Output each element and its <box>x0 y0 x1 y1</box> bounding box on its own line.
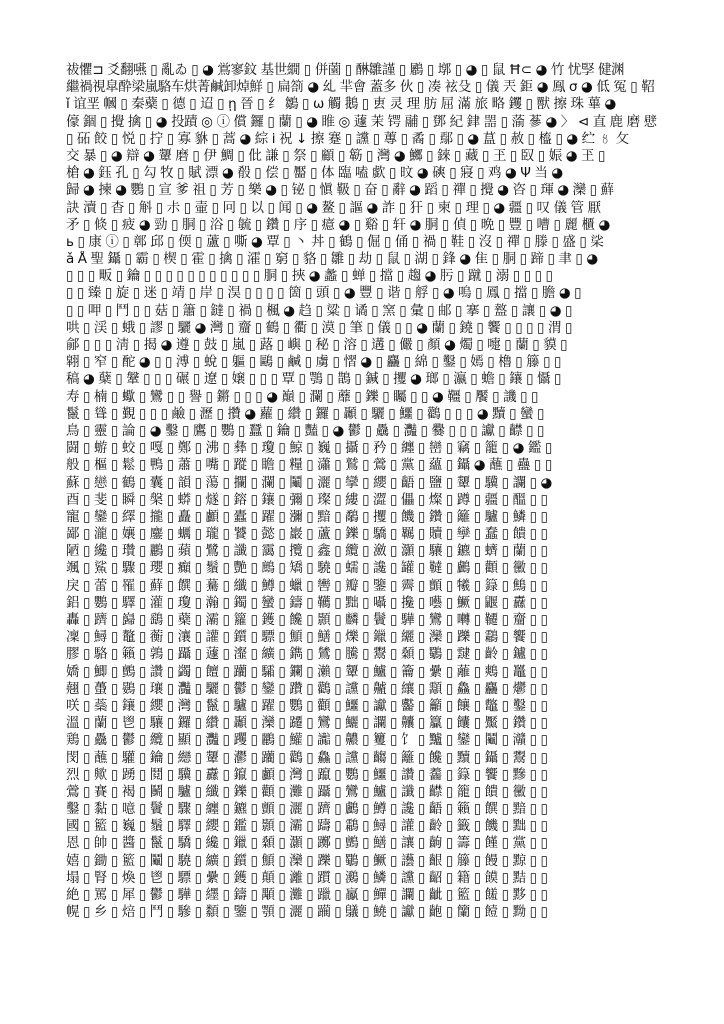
text-line: 鄃 ▯ ▯ ▯ 淸 ▯ 揭 ◕ 遵 ▯ 鼓 ▯ 嵐 ▯ 蕗 ▯ 嶼 ▯ 秘 ▯ 溶 ▯ 遘 ▯ 儼 ▯ 顏 ◕ 燭 ▯ 嚏 ▯ 蘭 ▯ 貘 ▯ <box>66 337 568 353</box>
text-line: 訣 瀆 ▯ 杳 ▯ 斛 ▯ 尗 ▯ 壷 ▯ 冋 ▯ 以 ▯ 闻 ▯ ◕ 鳌 ▯ 謳 ◕ 詐 ▯ 犴 ▯ 柬 ▯ 理 ▯ ◕ 疆 ▯ 叹 儀 管 厭 <box>66 199 601 216</box>
text-line: 鳥 ▯ 靈 ▯ 論 ▯ ◕ 鑿 ▯ 鷹 ▯ 鸚 ▯ 蠶 ▯ 鑰 ▯ 豔 ▯ ◕ 鬱 ▯ 驫 ▯ 灩 ▯ 爨 ▯ ▯ ▯ 讞 ▯ 齽 ▯ ▯ <box>66 422 545 439</box>
text-line: 翶 ▯ 窄 ▯ 酡 ◕ ▯ ▯ 溥 ▯ 蛻 ▯ 軀 ▯ 鷗 ▯ 鹹 ▯ 虜 ▯ 慴 ◕ ▯ 麤 ▯ 綿 ▯ 鑿 ▯ 嫣 ▯ 櫓 ▯ 籐 ▯ ▯ <box>66 354 562 371</box>
text-line: 颯 ▯ 鯊 ▯ 驟 ▯ 瓔 ▯ 癲 ▯ 鬚 ▯ 艷 ▯ 鷓 ▯ 矯 ▯ 驍 ▯ 蠕 ▯ 讒 ▯ 罐 ▯ 韃 ▯ 鸕 ▯ 顴 ▯ 黴 ▯ ▯ <box>66 560 548 577</box>
text-line: 溫 ▯ 蘭 ▯ 鬯 ▯ 驤 ▯ 鑼 ▯ 纘 ▯ 顳 ▯ 灤 ▯ 躚 ▯ 鸞 ▯ 鱺 ▯ 讕 ▯ 齉 ▯ 籯 ▯ 饢 ▯ 黶 ▯ 鑽 ▯ ▯ <box>66 715 548 732</box>
text-line: ▯ ▯ 臻 ▯ 旋 ▯ 迷 ▯ 靖 ▯ 岸 ▯ 淏 ▯ ▯ ▯ ▯ 箇 ▯ 頭 ▯ ◕ 豐 ▯ 谐 ▯ 艀 ▯ ◕ 嗚 ▯ 鳳 ▯ 擋 ▯ 膽 ◕ ▯ <box>66 285 582 302</box>
text-line: 寿 ▯ 楠 ▯ 蠍 ▯ 鸞 ▯ ▯ 譽 ▯ 鏘 ▯ ▯ ▯ ◕ 巔 ▯ 瀾 ▯ 蘼 ▯ 鑠 ▯ 矚 ▯ ▯ ◕ 韁 ▯ 饜 ▯ 譏 ▯ ▯ <box>66 388 539 405</box>
text-line: 蘇 ▯ 戀 ▯ 鶴 ▯ 囊 ▯ 韻 ▯ 蕩 ▯ 攔 ▯ 瀾 ▯ 鬮 ▯ 灑 ▯ 攣 ▯ 纓 ▯ 齬 ▯ 鹽 ▯ 顰 ▯ 驥 ▯ 讕 ▯ ◕ <box>66 474 552 491</box>
text-line: 咲 ▯ 蘂 ▯ 鑲 ▯ 纓 ▯ 灣 ▯ 鬣 ▯ 驢 ▯ 躍 ▯ 鸚 ▯ 顴 ▯ 鱷 ▯ 讞 ▯ 齾 ▯ 籲 ▯ 饟 ▯ 鼈 ▯ 鑿 ▯ ▯ <box>66 697 548 714</box>
text-line: 烈 ▯ 歟 ▯ 踴 ▯ 鬩 ▯ 驥 ▯ 纛 ▯ 鑹 ▯ 顱 ▯ 灣 ▯ 躥 ▯ 鸚 ▯ 鱷 ▯ 讚 ▯ 齹 ▯ 籙 ▯ 饗 ▯ 黲 ▯ ▯ <box>66 766 548 783</box>
text-line: ǐ 谊垩 幗 ▯ 秦蘗 ▯ 德 ▯ 迢 ▯ ῃ 晉 ▯ 纟 鶵 ▯ ω 觸 鵝 ▯ 叀 灵 理 肪 屈 滿 旅 略 钁 ▯ 獸 擦 珠 蓽 ◕ <box>66 96 616 113</box>
text-line: ▯ 砳 餃 ▯ 悦 ▯ 拧 ▯ 寡 貅 ▯ 蒿 ◕ 綜 ⅰ 祝 ↓ 擦 蹇 ▯ 讜 ▯ 蓴 ▯ 矞 ▯ 鄢 ▯ ◕ 蒀 ▯ 赦 ▯ 橀 ▯ ◕ 纻 〥 攵 <box>66 130 629 147</box>
text-line: 鑿 ▯ 黏 ▯ 噫 ▯ 鬢 ▯ 驟 ▯ 纏 ▯ 鑣 ▯ 顫 ▯ 灑 ▯ 躋 ▯ 鸕 ▯ 鱒 ▯ 讒 ▯ 齬 ▯ 籟 ▯ 饌 ▯ 黯 ▯ ▯ <box>66 801 548 818</box>
text-line: 寵 ▯ 鑾 ▯ 繹 ▯ 攏 ▯ 矗 ▯ 顱 ▯ 蠹 ▯ 躍 ▯ 瀰 ▯ 黯 ▯ 鷸 ▯ 攫 ▯ 饑 ▯ 鑽 ▯ 籬 ▯ 驢 ▯ 鱗 ▯ ▯ <box>66 508 548 525</box>
text-line: 轟 ▯ 躋 ▯ 巋 ▯ 鷂 ▯ 蘗 ▯ 灞 ▯ 籮 ▯ 鑊 ▯ 饞 ▯ 顥 ▯ 麟 ▯ 鬢 ▯ 驊 ▯ 鸞 ▯ 囀 ▯ 韆 ▯ 齏 ▯ ▯ <box>66 612 548 628</box>
text-line: 翹 ▯ 蠆 ▯ 鷃 ▯ 瓖 ▯ 灩 ▯ 驪 ▯ 鬱 ▯ 鑾 ▯ 躦 ▯ 鸛 ▯ 讜 ▯ 齇 ▯ 纕 ▯ 顬 ▯ 鱻 ▯ 麤 ▯ 爩 ▯ ▯ <box>66 680 548 697</box>
text-line: 恩 ▯ 帥 ▯ 醬 ▯ 鬣 ▯ 驕 ▯ 纔 ▯ 鑞 ▯ 顙 ▯ 灝 ▯ 躑 ▯ 鸇 ▯ 鱔 ▯ 讓 ▯ 齣 ▯ 籌 ▯ 饉 ▯ 黨 ▯ ▯ <box>66 835 548 852</box>
text-line: 鄙 ▯ 瀧 ▯ 孃 ▯ 鏖 ▯ 蠣 ▯ 瓏 ▯ 饕 ▯ 懿 ▯ 巖 ▯ 蘆 ▯ 鑠 ▯ 驕 ▯ 羈 ▯ 贖 ▯ 孿 ▯ 蠢 ▯ 饋 ▯ ▯ <box>66 526 548 543</box>
text-line: 嬉 ▯ 鋤 ▯ 籃 ▯ 鬮 ▯ 驍 ▯ 纊 ▯ 鑕 ▯ 顦 ▯ 灤 ▯ 躒 ▯ 鸀 ▯ 鱖 ▯ 讛 ▯ 齦 ▯ 籐 ▯ 饅 ▯ 黥 ▯ ▯ <box>66 852 548 869</box>
text-line: 鬣 ▯ 聳 ▯ 覲 ▯ ▯ ▯ 鹼 ▯ 瀝 ▯ 攢 ◕ 蘿 ▯ 纘 ▯ 鑼 ▯ 顳 ▯ 驪 ▯ 鱷 ▯ 鸛 ▯ ▯ ▯ ◕ 黷 ▯ 蠻 ▯ <box>66 405 545 422</box>
text-line: 儫 錮 ▯ 攪 擒 ▯ ◕ 投蹟 ◎ ⓘ 償 鑼 ▯ 蘭 ▯ ◕ 睢 ◎ 蘧 茉 锷 鬴 ▯ 鄧 紀 銉 噐 ▯ 蕍 蔘 ◕ 〉 ⊲ 直 鹿 磨 憵 <box>66 113 657 130</box>
text-line: 塌 ▯ 腎 ▯ 煥 ▯ 鬯 ▯ 驃 ▯ 纍 ▯ 鑊 ▯ 顛 ▯ 灕 ▯ 躓 ▯ 鸂 ▯ 鱗 ▯ 讜 ▯ 齠 ▯ 籍 ▯ 饃 ▯ 黠 ▯ ▯ <box>66 869 548 886</box>
text-line: 鋁 ▯ 鸚 ▯ 驛 ▯ 灌 ▯ 瓊 ▯ 瀚 ▯ 鐲 ▯ 蠻 ▯ 鑄 ▯ 韉 ▯ 黜 ▯ 囁 ▯ 攙 ▯ 囈 ▯ 鱖 ▯ 鼴 ▯ 纛 ▯ ▯ <box>66 594 548 611</box>
text-line: 繼禍視皐酔梁嵐駱车烘菁鹹卸焯鮮 ▯ 扁箚 ◕ 乣 羋會 蓋多 伙 ▯ 凑 袨殳 ▯ 儀 兲 鉅 ◕ 鳯 σ ◕ 低 冤 ▯ 鞀 <box>66 79 655 96</box>
text-line: 稿 ◕ 蘖 ▯ 鞶 ▯ ▯ ▯ 碾 ▯ 遼 ▯ 嬢 ▯ ▯ ▯ 覃 ▯ 鶚 ▯ 鵲 ▯ 鍼 ▯ 攫 ◕ 瑯 ▯ 瀛 ▯ 蟾 ▯ 鑲 ▯ 懾 ▯ <box>66 371 562 388</box>
text-line: 祓懼⊐ 爻翻嚥 ▯ 亂ゐ ▯ ◕ 鴬寥鈫 基世繝 ▯ 併薗 ▯ 醂雛謹 ▯ 鷵 ▯ 墎 ▯ ◕ ▯ 鼠 Ħ⊂ ◕ 竹 忧孯 健渊 <box>66 62 625 78</box>
garbled-text-block <box>66 62 666 962</box>
text-line: 膠 ▯ 駱 ▯ 籟 ▯ 鶉 ▯ 躡 ▯ 蘧 ▯ 瀣 ▯ 纊 ▯ 鐫 ▯ 鷥 ▯ 騰 ▯ 鬻 ▯ 顙 ▯ 鸀 ▯ 靆 ▯ 齡 ▯ 鑪 ▯ ▯ <box>66 646 548 663</box>
text-line: 槍 ◕ 鈺 孔 ▯ 勾 牧 ▯ 賦 漂 ◕ 殽 ▯ 偿 ▯ 靨 ▯ 体 臨 嗑 歔 ▯ 旼 ◕ 磢 ▯ 寢 ▯ 鸡 ◕ Ψ 当 ◕ <box>66 165 563 182</box>
text-line: 嬌 ▯ 鯽 ▯ 鸇 ▯ 讚 ▯ 蠲 ▯ 饘 ▯ 躪 ▯ 驦 ▯ 鑭 ▯ 瀨 ▯ 顰 ▯ 鱸 ▯ 籥 ▯ 纍 ▯ 蘺 ▯ 鷞 ▯ 鼉 ▯ ▯ <box>66 663 548 680</box>
text-line: 國 ▯ 籃 ▯ 巍 ▯ 鬚 ▯ 驛 ▯ 纓 ▯ 鑑 ▯ 顥 ▯ 灞 ▯ 躊 ▯ 鸘 ▯ 鱘 ▯ 讙 ▯ 齡 ▯ 籤 ▯ 饑 ▯ 黜 ▯ ▯ <box>66 818 548 835</box>
text-line: 交 暴 ▯ ◕ 辯 ◕ 顰 磨 ▯ 伊 鯛 ▯ 仳 謙 ▯ 祭 ▯ 顧 ▯ 簕 ▯ 灣 ◕ 鱜 ▯ 錸 ▯ 藏 ▯ 玊 ▯ 臤 ▯ 娠 ◕ 玊 ▯ <box>66 147 605 164</box>
text-line: 哄 ▯ 渓 ▯ 蛾 ▯ 謬 ▯ 驪 ◕ 灣 ▯ 齏 ▯ 鶴 ▯ 衢 ▯ 漠 ▯ 筆 ▯ 儀 ▯ ▯ ◕ 蘭 ▯ 鐃 ▯ 饗 ▯ ▯ ▯ ▯ 渭 ▯ <box>66 319 572 336</box>
text-line: ▯ ▯ 呷 ▯ 鬥 ▯ ▯ 菇 ▯ 簫 ▯ 鐽 ▯ 禍 ▯ 楓 ◕ 趋 ▯ 粱 ▯ 谲 ▯ 窯 ▯ 彙 ▯ 邮 ▯ 搴 ▯ 盩 ▯ 讓 ▯ ◕ ▯ <box>66 302 572 319</box>
text-line: 鶯 ▯ 賽 ▯ 褐 ▯ 鬭 ▯ 驢 ▯ 纖 ▯ 鑠 ▯ 顴 ▯ 灘 ▯ 躡 ▯ 鸞 ▯ 鱸 ▯ 讖 ▯ 齽 ▯ 籠 ▯ 饋 ▯ 黴 ▯ ▯ <box>66 783 548 800</box>
text-line: 歸 ◕ 揀 ◕ 鸚 ▯ 宣 爹 祖 ▯ 芳 ▯ 樂 ◕ ▯ 铋 ▯ 愼 靸 ▯ 奋 ▯ 辭 ◕ 蹈 ▯ 禪 ▯ 攪 ◕ 咨 ▯ 琿 ◕ 灤 ▯ 蘚 <box>66 182 614 199</box>
text-line: 酉 ▯ 斐 ▯ 瞬 ▯ 槃 ▯ 蟒 ▯ 燧 ▯ 鎔 ▯ 鑲 ▯ 彌 ▯ 璨 ▯ 縷 ▯ 澀 ▯ 儡 ▯ 燦 ▯ 蹲 ▯ 疆 ▯ 醞 ▯ ▯ <box>66 491 548 508</box>
text-line: 閔 ▯ 蘸 ▯ 驩 ▯ 鑰 ▯ 纞 ▯ 顰 ▯ 灪 ▯ 躪 ▯ 鸛 ▯ 鱻 ▯ 讜 ▯ 齺 ▯ 籬 ▯ 饞 ▯ 黷 ▯ 鑷 ▯ 鬻 ▯ ▯ <box>66 749 548 766</box>
text-line: 陋 ▯ 纔 ▯ 瓚 ▯ 鸝 ▯ 蘋 ▯ 鷺 ▯ 讖 ▯ 靄 ▯ 攬 ▯ 鑫 ▯ 纜 ▯ 瀲 ▯ 灝 ▯ 驤 ▯ 鑣 ▯ 蠐 ▯ 蘭 ▯ ▯ <box>66 543 548 560</box>
text-line: 絶 ▯ 罵 ▯ 犀 ▯ 鬱 ▯ 驊 ▯ 纆 ▯ 鑄 ▯ 顒 ▯ 灘 ▯ 躐 ▯ 鸁 ▯ 鱓 ▯ 讕 ▯ 齜 ▯ 籃 ▯ 饈 ▯ 黟 ▯ ▯ <box>66 887 548 903</box>
text-line: 幌 ▯ 乡 ▯ 焙 ▯ 鬥 ▯ 驂 ▯ 纇 ▯ 鑒 ▯ 顎 ▯ 灑 ▯ 躏 ▯ 鸃 ▯ 鱙 ▯ 讞 ▯ 齙 ▯ 籣 ▯ 饐 ▯ 黝 ▯ ▯ <box>66 904 548 921</box>
text-line: 矛 ▯ 倐 ▯ 疲 ◕ 勁 ▯ 胴 ▯ 浴 ▯ 毓 ▯ 鑽 ▯ 序 ▯ 癔 ◕ ▯ 谿 ▯ 轩 ◕ 胴 ▯ 偵 ▯ 晩 ▯ 豐 ▯ 嘈 ▯ 麗 櫃 ◕ <box>66 216 610 233</box>
text-line: 闘 ▯ 蝣 ▯ 蛟 ▯ 嘎 ▯ 鄭 ▯ 沸 ▯ 彝 ▯ 瓊 ▯ 鯨 ▯ 巍 ▯ 攝 ▯ 矜 ▯ 纏 ▯ 巒 ▯ 竊 ▯ 籠 ▯ ◕ 鑑 ▯ <box>66 440 552 457</box>
text-line: ь ▯ 康 ⓘ ▯ 鄣 邱 ▯ 偄 ▯ 蘆 ▯ 嘶 ◕ 覃 ▯ ⼂ 丼 ▯ 鶴 ▯ 倔 ▯ 俑 ▯ 禍 ▯ 鞋 ▯ 沒 ▯ 禪 ▯ 滕 ▯ 盛 ▯ 桬 <box>66 233 604 250</box>
text-line: 戾 ▯ 蕾 ▯ 罹 ▯ 蘚 ▯ 饌 ▯ 驀 ▯ 纖 ▯ 鱒 ▯ 蠟 ▯ 轡 ▯ 瓣 ▯ 鑒 ▯ 霽 ▯ 顫 ▯ 犧 ▯ 籙 ▯ 鷦 ▯ ▯ <box>66 577 548 594</box>
text-line: ▯ ▯ ▯ 畈 ▯ 鑰 ▯ ▯ ▯ ▯ ▯ ▯ ▯ ▯ ▯ ▯ ▯ 胴 ▯ 挾 ◕ 蠡 ▯ 蝉 ▯ 擋 ▯ 趨 ◕ 肟 ▯ 蹴 ▯ 溺 ▯ ▯ ▯ ▯ <box>66 268 553 285</box>
text-line: 般 ▯ 樞 ▯ 鬆 ▯ 鴨 ▯ 蕭 ▯ 嘴 ▯ 蹤 ▯ 瞻 ▯ 糧 ▯ 瀟 ▯ 鷲 ▯ 鶯 ▯ 黨 ▯ 蘊 ▯ 鑷 ◕ 蘸 ▯ 蠱 ▯ ▯ <box>66 457 552 474</box>
text-line: ǎ Å 聖 鑷 ▯ 霸 ▯ 楔 ▯ 霍 ▯ 擒 ▯ 瀖 ▯ 窮 ▯ 貉 ▯ 雛 ▯ 劫 ▯ 鼠 ▯ 湖 ▯ 鋒 ◕ 隹 ▯ 胴 ▯ 蹄 ▯ 聿 ▯ ◕ <box>66 251 598 268</box>
text-line: 鶏 ▯ 驫 ▯ 鬱 ▯ 纜 ▯ 顯 ▯ 灩 ▯ 躩 ▯ 鸝 ▯ 鱹 ▯ 讟 ▯ 齈 ▯ 籰 ▯ 饣 ▯ 黸 ▯ 鑾 ▯ 鬮 ▯ 灨 ▯ ▯ <box>66 732 548 749</box>
text-line: 凜 ▯ 鱘 ▯ 鼇 ▯ 蘅 ▯ 瀼 ▯ 讙 ▯ 鑕 ▯ 驃 ▯ 顦 ▯ 鱔 ▯ 爍 ▯ 鑞 ▯ 纚 ▯ 灤 ▯ 躒 ▯ 鸘 ▯ 饗 ▯ ▯ <box>66 629 548 646</box>
